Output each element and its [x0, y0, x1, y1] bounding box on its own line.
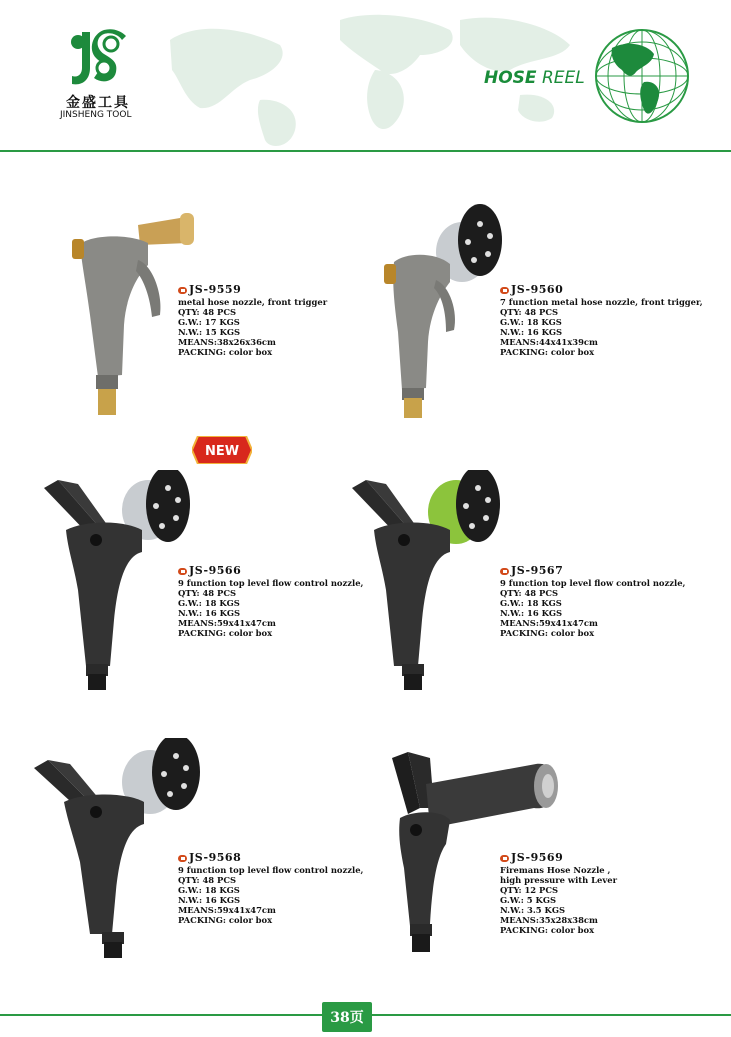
section-title-bold: HOSE [484, 68, 537, 88]
product-gross-weight: G.W.: 17 KGS [178, 317, 240, 327]
product-qty: QTY: 48 PCS [178, 588, 237, 598]
product-qty: QTY: 48 PCS [500, 588, 559, 598]
logo-english-name: JINSHENG TOOL [60, 110, 132, 120]
product-measurement: MEANS:35x28x38cm [500, 915, 598, 925]
product-net-weight: N.W.: 3.5 KGS [500, 905, 566, 915]
product-measurement: MEANS:59x41x47cm [178, 618, 276, 628]
product-gross-weight: G.W.: 18 KGS [178, 885, 240, 895]
bullet-icon [178, 287, 187, 294]
product-image-js-9560 [380, 202, 510, 422]
product-packing: PACKING: color box [500, 628, 595, 638]
bullet-icon [500, 287, 509, 294]
bullet-icon [500, 568, 509, 575]
product-spec-js-9560 [500, 285, 703, 357]
product-qty: QTY: 48 PCS [178, 875, 237, 885]
product-description: 9 function top level flow control nozzle, [178, 578, 364, 588]
product-spec-js-9568 [178, 853, 363, 925]
product-spec-js-9569 [500, 853, 617, 935]
product-code: JS-9560 [511, 283, 564, 296]
product-image-js-9567 [346, 470, 506, 692]
product-packing: PACKING: color box [178, 915, 273, 925]
product-code: JS-9569 [511, 851, 564, 864]
product-measurement: MEANS:59x41x47cm [178, 905, 276, 915]
section-title [484, 68, 585, 88]
product-spec-js-9567 [500, 566, 685, 638]
product-description: 9 function top level flow control nozzle, [178, 865, 364, 875]
product-packing: PACKING: color box [500, 347, 595, 357]
product-code: JS-9566 [189, 564, 242, 577]
product-spec-js-9559 [178, 285, 327, 357]
bullet-icon [178, 568, 187, 575]
product-code: JS-9567 [511, 564, 564, 577]
new-badge-label: NEW [204, 444, 240, 459]
globe-icon [592, 26, 692, 126]
section-title-rest: REEL [536, 68, 585, 88]
product-gross-weight: G.W.: 18 KGS [500, 317, 562, 327]
logo-chinese-name: 金盛工具 [66, 95, 130, 111]
page-number: 38页 [322, 1002, 372, 1032]
product-measurement: MEANS:59x41x47cm [500, 618, 598, 628]
product-net-weight: N.W.: 16 KGS [500, 608, 563, 618]
page-header [0, 0, 731, 152]
product-net-weight: N.W.: 15 KGS [178, 327, 241, 337]
js-logo-mark [64, 28, 130, 90]
product-gross-weight: G.W.: 5 KGS [500, 895, 557, 905]
product-spec-js-9566 [178, 566, 363, 638]
product-description: metal hose nozzle, front trigger [178, 297, 328, 307]
product-qty: QTY: 12 PCS [500, 885, 559, 895]
bullet-icon [178, 855, 187, 862]
product-description: 9 function top level flow control nozzle, [500, 578, 686, 588]
product-gross-weight: G.W.: 18 KGS [500, 598, 562, 608]
product-image-js-9566 [38, 470, 198, 692]
product-qty: QTY: 48 PCS [178, 307, 237, 317]
product-measurement: MEANS:44x41x39cm [500, 337, 598, 347]
product-description: Firemans Hose Nozzle , [500, 865, 611, 875]
header-divider [0, 150, 731, 152]
product-packing: PACKING: color box [178, 347, 273, 357]
product-net-weight: N.W.: 16 KGS [500, 327, 563, 337]
product-gross-weight: G.W.: 18 KGS [178, 598, 240, 608]
product-description: 7 function metal hose nozzle, front trigger, [500, 297, 703, 307]
product-code: JS-9568 [189, 851, 242, 864]
product-net-weight: N.W.: 16 KGS [178, 895, 241, 905]
product-measurement: MEANS:38x26x36cm [178, 337, 276, 347]
bullet-icon [500, 855, 509, 862]
product-code: JS-9559 [189, 283, 242, 296]
product-packing: PACKING: color box [500, 925, 595, 935]
product-qty: QTY: 48 PCS [500, 307, 559, 317]
new-badge [192, 436, 252, 464]
product-description-line2: high pressure with Lever [500, 875, 617, 885]
product-image-js-9568 [30, 738, 205, 960]
product-net-weight: N.W.: 16 KGS [178, 608, 241, 618]
product-packing: PACKING: color box [178, 628, 273, 638]
